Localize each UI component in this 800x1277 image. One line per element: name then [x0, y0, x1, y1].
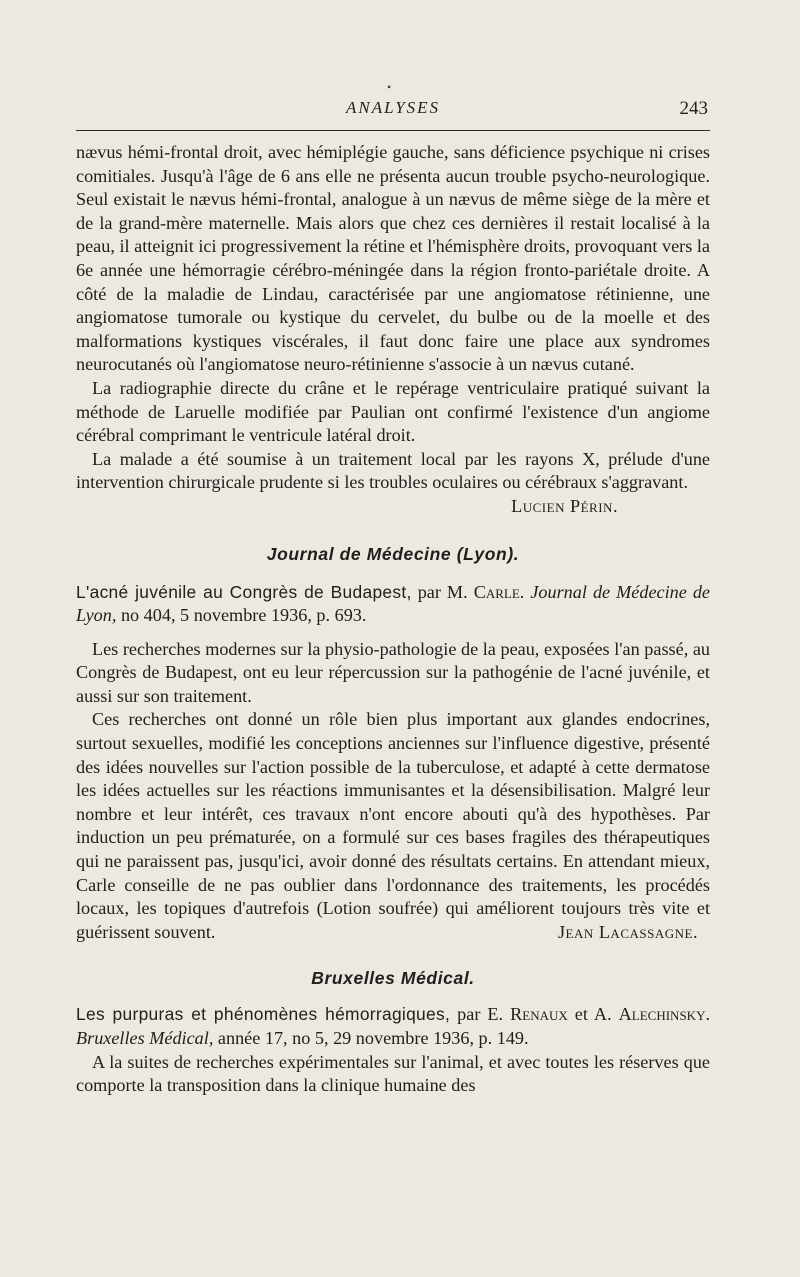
source-details: no 404, 5 novembre 1936, p. 693.	[120, 605, 367, 626]
body-text	[76, 141, 710, 1098]
paragraph: La radiographie directe du crâne et le repérage ventriculaire pratiqué suivant la méthode de Laruelle modifiée par Paulian ont confirmé l'existence d'un angiome cérébral comprimant le ventricule latéral droit.	[76, 377, 710, 446]
paragraph: Les recherches modernes sur la physio-pathologie de la peau, exposées l'an passé, au Congrès de Budapest, ont eu leur répercussion sur la pathogénie de l'acné juvénile, et aussi sur son traitement.	[76, 638, 710, 706]
page-number: 243	[679, 98, 708, 119]
paragraph-text: Ces recherches ont donné un rôle bien plus important aux glandes endocrines, surtout sexuelles, modifié les conceptions anciennes sur l'influence digestive, présenté des idées nouvelles sur l'action possible de la tuberculose, et adapté à cette dermatose les idées actuelles sur les réactions immunisantes et la désensibilisation. Malgré leur nombre et leur intérêt, ces travaux n'ont encore abouti qu'à des hypothèses. Par induction un peu prématurée, on a formulé sur ces bases fragiles des thérapeutiques qui ne paraissent pas, jusqu'ici, avoir donné des résultats certains. En attendant mieux, Carle conseille de ne pas oublier dans l'ordonnance des traitements, les procédés locaux, les topiques d'autrefois (Lotion soufrée) qui améliorent toujours très vite et guérissent souvent.	[76, 709, 710, 942]
author-signature: Lucien Périn.	[511, 495, 618, 516]
byline-prefix: par M.	[417, 581, 468, 602]
paragraph: nævus hémi-frontal droit, avec hémiplégie gauche, sans déficience psychique ni crises comitiales. Jusqu'à l'âge de 6 ans elle ne présenta aucun trouble psycho-neurologique. Seul existait le nævus hémi-frontal, analogue à un nævus de même siège de la mère et de la grand-mère maternelle. Mais alors que chez ces dernières il restait localisé à la peau, il atteignit ici progressivement la rétine et l'hémisphère droits, provoquant vers la 6e année une hémorragie cérébro-méningée dans la région fronto-pariétale droite. A côté de la maladie de Lindau, caractérisée par une angiomatose rétinienne, une angiomatose tumorale ou kystique du cervelet, du bulbe ou de la moelle et des malformations kystiques viscérales, il faut donc faire une place aux syndromes neurocutanés où l'angiomatose neuro-rétinienne s'associe à un nævus cutané.	[76, 142, 710, 375]
article-author: Renaux	[510, 1004, 568, 1025]
journal-heading: Bruxelles Médical.	[311, 968, 475, 989]
byline-conjunction: et A.	[574, 1004, 612, 1025]
source-details: année 17, no 5, 29 novembre 1936, p. 149.	[217, 1028, 529, 1048]
byline-prefix: par E.	[457, 1004, 504, 1025]
paragraph: A la suites de recherches expérimentales sur l'animal, et avec toutes les réserves que comporte la transposition dans la clinique humaine des	[76, 1051, 710, 1096]
running-header	[76, 98, 710, 124]
header-rule	[76, 130, 710, 131]
article-title: L'acné juvénile au Congrès de Budapest,	[76, 581, 412, 602]
article-title: Les purpuras et phénomènes hémorragiques,	[76, 1004, 451, 1025]
paragraph-text: La malade a été soumise à un traitement local par les rayons X, prélude d'une intervention chirurgicale prudente si les troubles oculaires ou cérébraux s'aggravant.	[76, 448, 710, 493]
paragraph	[76, 708, 710, 944]
author-signature: Jean Lacassagne.	[557, 921, 698, 942]
source-journal: Bruxelles Médical,	[76, 1028, 214, 1048]
article-author: Alechinsky.	[618, 1004, 711, 1025]
article-heading	[76, 1003, 710, 1050]
article-author: Carle.	[473, 581, 525, 602]
printer-mark: •	[387, 80, 392, 94]
running-title: ANALYSES	[345, 98, 441, 117]
paragraph	[76, 448, 710, 516]
article-heading	[76, 581, 710, 628]
source-journal: Journal de Médecine de Lyon,	[76, 581, 711, 626]
journal-heading: Journal de Médecine (Lyon).	[266, 543, 520, 564]
